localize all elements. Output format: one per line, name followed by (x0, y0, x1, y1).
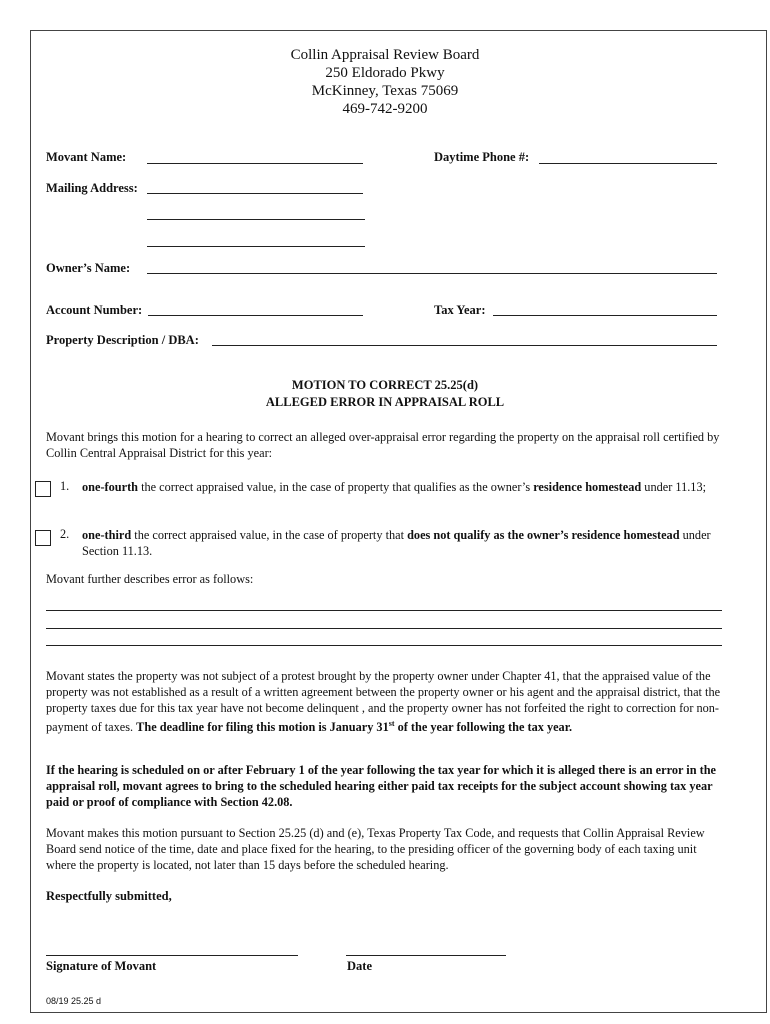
option-1-end: under 11.13; (641, 480, 707, 494)
error-description-line-2[interactable] (46, 628, 722, 629)
date-field[interactable] (346, 955, 506, 956)
option-2-end: under Section 11.13. (82, 528, 711, 558)
movant-name-field[interactable] (147, 163, 363, 164)
form-revision-footer: 08/19 25.25 d (46, 996, 102, 1006)
option-1-text (82, 479, 722, 495)
statement-paragraph (46, 668, 722, 735)
pursuant-paragraph: Movant makes this motion pursuant to Section 25.25 (d) and (e), Texas Property Tax Code, and requests that Collin Appraisal Review Board send notice of the time, date and place fixed for the hearing, to the presiding officer of the governing body of each taxing unit where the property is located, not later than 15 days before the scheduled hearing. (46, 826, 705, 872)
statement-text: Movant states the property was not subject of a protest brought by the property owner under Chapter 41, that the appraised value of the property was not established as a result of a written agreement between the property owner or his agent and the appraisal district, that the property taxes due for this tax year have not become delinquent , and the property owner has not forfeited the right to correction for non-payment of taxes. (46, 669, 721, 735)
option-2-body: the correct appraised value, in the case of property that (131, 528, 408, 542)
tax-year-label: Tax Year: (434, 303, 486, 317)
mailing-address-field-3[interactable] (147, 246, 365, 247)
daytime-phone-label: Daytime Phone #: (434, 150, 530, 164)
date-label: Date (347, 959, 372, 973)
option-one-third-checkbox[interactable] (35, 530, 51, 546)
motion-title: MOTION TO CORRECT 25.25(d) (291, 378, 479, 392)
motion-subtitle: ALLEGED ERROR IN APPRAISAL ROLL (265, 395, 505, 409)
option-2-text (82, 527, 722, 559)
option-1-bold-lead: one-fourth (82, 480, 139, 494)
option-2-number: 2. (60, 527, 70, 541)
header-city: McKinney, Texas 75069 (311, 83, 459, 99)
intro-paragraph: Movant brings this motion for a hearing to correct an alleged over-appraisal error regarding the property on the appraisal roll certified by Collin Central Appraisal District for this year: (46, 430, 720, 460)
daytime-phone-field[interactable] (539, 163, 717, 164)
property-description-field[interactable] (212, 345, 717, 346)
option-1-body: the correct appraised value, in the case of property that qualifies as the owner’s (138, 480, 534, 494)
header-board-name: Collin Appraisal Review Board (290, 47, 480, 63)
option-1-bold-tail: residence homestead (533, 480, 642, 494)
signature-field[interactable] (46, 955, 298, 956)
header-street: 250 Eldorado Pkwy (325, 65, 445, 81)
closing-text: Respectfully submitted, (46, 889, 172, 903)
owners-name-label: Owner’s Name: (46, 261, 131, 275)
option-one-fourth-checkbox[interactable] (35, 481, 51, 497)
error-description-line-1[interactable] (46, 610, 722, 611)
option-2-bold-lead: one-third (82, 528, 132, 542)
option-2-bold-tail: does not qualify as the owner’s residence homestead (407, 528, 680, 542)
hearing-note-paragraph: If the hearing is scheduled on or after February 1 of the year following the tax year for which it is alleged there is an error in the appraisal roll, movant agrees to bring to the scheduled hearing either paid tax receipts for the subject account showing tax year paid or proof of compliance with Section 42.08. (46, 763, 717, 809)
deadline-text: The deadline for filing this motion is January 31st of the year following the tax year. (136, 719, 573, 735)
account-number-label: Account Number: (46, 303, 143, 317)
error-description-line-3[interactable] (46, 645, 722, 646)
movant-name-label: Movant Name: (46, 150, 127, 164)
account-number-field[interactable] (148, 315, 363, 316)
header-phone: 469-742-9200 (342, 101, 428, 117)
tax-year-field[interactable] (493, 315, 717, 316)
describe-error-label: Movant further describes error as follows: (46, 572, 254, 586)
mailing-address-field-1[interactable] (147, 193, 363, 194)
property-description-label: Property Description / DBA: (46, 333, 199, 347)
signature-label: Signature of Movant (46, 959, 157, 973)
mailing-address-label: Mailing Address: (46, 181, 138, 195)
option-1-number: 1. (60, 479, 70, 493)
mailing-address-field-2[interactable] (147, 219, 365, 220)
owners-name-field[interactable] (147, 273, 717, 274)
